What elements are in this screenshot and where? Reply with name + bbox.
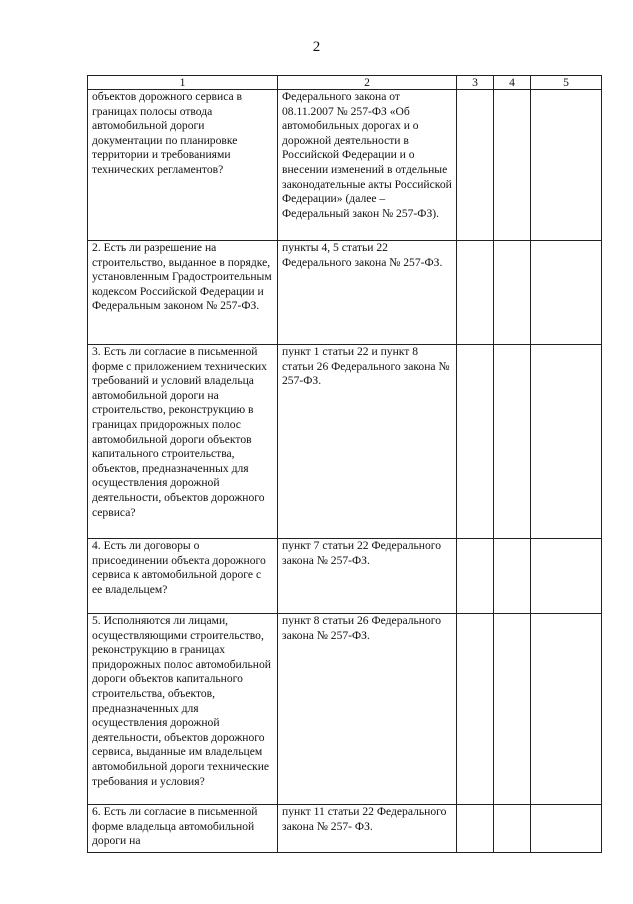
table-row: [88, 805, 602, 853]
column-5-cell: [531, 345, 602, 539]
legal-reference-cell: пункт 8 статьи 26 Федерального закона № 257-ФЗ.: [278, 614, 457, 805]
column-4-cell: [494, 241, 531, 345]
table-row: [88, 614, 602, 805]
column-header-4: 4: [494, 76, 531, 90]
column-5-cell: [531, 614, 602, 805]
legal-reference-cell: пункты 4, 5 статьи 22 Федерального закона № 257-ФЗ.: [278, 241, 457, 345]
legal-reference-cell: пункт 11 статьи 22 Федерального закона № 257- ФЗ.: [278, 805, 457, 853]
column-3-cell: [457, 614, 494, 805]
page-number: 2: [312, 39, 321, 55]
column-header-5: 5: [531, 76, 602, 90]
column-4-cell: [494, 805, 531, 853]
question-cell: 4. Есть ли договоры о присоединении объекта дорожного сервиса к автомобильной дороге с ее владельцем?: [88, 539, 278, 614]
legal-reference-cell: Федерального закона от 08.11.2007 № 257-ФЗ «Об автомобильных дорогах и о дорожной деятельности в Российской Федерации и о внесении изменений в отдельные законодательные акты Российской Федерации» (далее – Федеральный закон № 257-ФЗ).: [278, 90, 457, 241]
column-5-cell: [531, 90, 602, 241]
column-4-cell: [494, 614, 531, 805]
column-header-2: 2: [278, 76, 457, 90]
question-cell: объектов дорожного сервиса в границах полосы отвода автомобильной дороги документации по планировке территории и требованиями технических регламентов?: [88, 90, 278, 241]
question-cell: 6. Есть ли согласие в письменной форме владельца автомобильной дороги на: [88, 805, 278, 853]
column-3-cell: [457, 539, 494, 614]
column-3-cell: [457, 805, 494, 853]
question-cell: 3. Есть ли согласие в письменной форме с приложением технических требований и условий владельца автомобильной дороги на строительство, реконструкцию в границах придорожных полос автомобильной дороги объектов капитального строительства, объектов, предназначенных для осуществления дорожной деятельности, объектов дорожного сервиса?: [88, 345, 278, 539]
column-3-cell: [457, 90, 494, 241]
legal-reference-cell: пункт 7 статьи 22 Федерального закона № 257-ФЗ.: [278, 539, 457, 614]
column-4-cell: [494, 345, 531, 539]
table-row: [88, 90, 602, 241]
column-header-3: 3: [457, 76, 494, 90]
table-row: [88, 539, 602, 614]
table-row: [88, 345, 602, 539]
column-header-1: 1: [88, 76, 278, 90]
legal-reference-cell: пункт 1 статьи 22 и пункт 8 статьи 26 Федерального закона № 257-ФЗ.: [278, 345, 457, 539]
column-4-cell: [494, 90, 531, 241]
column-5-cell: [531, 805, 602, 853]
checklist-table: [87, 75, 602, 853]
question-cell: 2. Есть ли разрешение на строительство, выданное в порядке, установленным Градостроительным кодексом Российской Федерации и Федеральным законом № 257-ФЗ.: [88, 241, 278, 345]
question-cell: 5. Исполняются ли лицами, осуществляющими строительство, реконструкцию в границах придорожных полос автомобильной дороги объектов капитального строительства, объектов, предназначенных для осуществления дорожной деятельности, объектов дорожного сервиса, выданные им владельцем автомобильной дороги технические требования и условия?: [88, 614, 278, 805]
column-4-cell: [494, 539, 531, 614]
table-header-row: [88, 76, 602, 90]
column-3-cell: [457, 241, 494, 345]
column-5-cell: [531, 539, 602, 614]
table-row: [88, 241, 602, 345]
column-3-cell: [457, 345, 494, 539]
column-5-cell: [531, 241, 602, 345]
